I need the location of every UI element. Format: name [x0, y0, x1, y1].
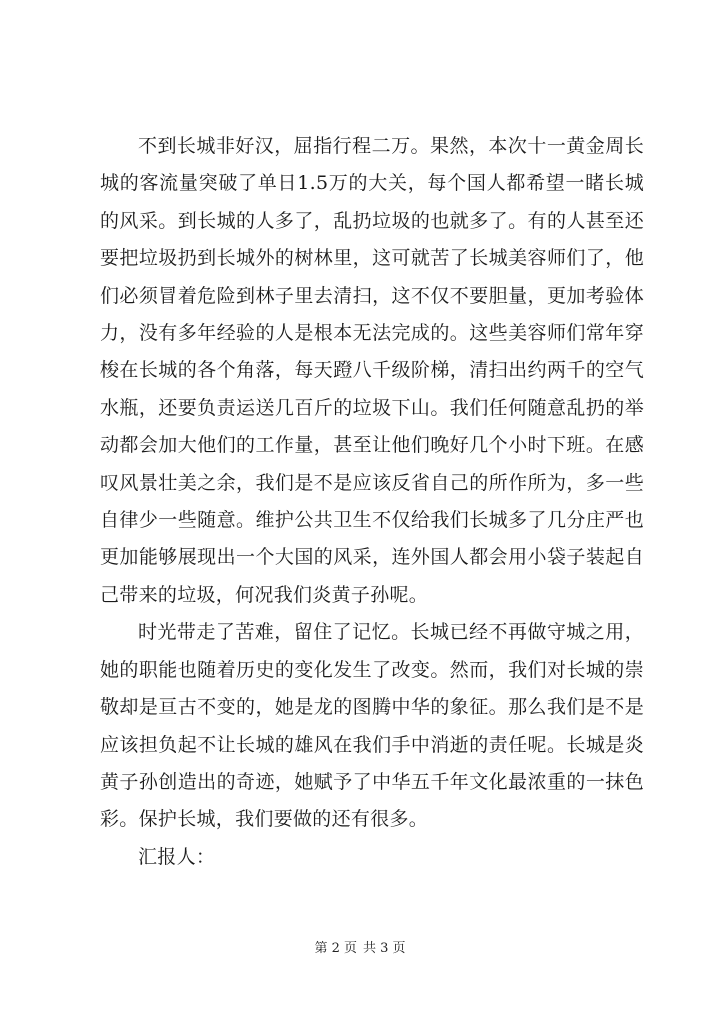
paragraph-protect-great-wall: 时光带走了苦难，留住了记忆。长城已经不再做守城之用，她的职能也随着历史的变化发生了改变。然而，我们对长城的崇敬却是亘古不变的，她是龙的图腾中华的象征。那么我们是不是应该担负起不让长城的雄风在我们手中消逝的责任呢。长城是炎黄子孙创造出的奇迹，她赋予了中华五千年文化最浓重的一抹色彩。保护长城，我们要做的还有很多。 [100, 621, 644, 831]
document-body [100, 128, 644, 876]
page-total: 共 3 页 [363, 941, 406, 956]
page-number: 第 2 页 [314, 941, 357, 956]
paragraph-litter-on-great-wall: 不到长城非好汉，屈指行程二万。果然，本次十一黄金周长城的客流量突破了单日1.5万的大关，每个国人都希望一睹长城的风采。到长城的人多了，乱扔垃圾的也就多了。有的人甚至还要把垃圾扔到长城外的树林里，这可就苦了长城美容师们了，他们必须冒着危险到林子里去清扫，这不仅不要胆量，更加考验体力，没有多年经验的人是根本无法完成的。这些美容师们常年穿梭在长城的各个角落，每天蹬八千级阶梯，清扫出约两千的空气水瓶，还要负责运送几百斤的垃圾下山。我们任何随意乱扔的举动都会加大他们的工作量，甚至让他们晚好几个小时下班。在感叹风景壮美之余，我们是不是应该反省自己的所作所为，多一些自律少一些随意。维护公共卫生不仅给我们长城多了几分庄严也更加能够展现出一个大国的风采，连外国人都会用小袋子装起自己带来的垃圾，何况我们炎黄子孙呢。 [100, 135, 644, 606]
page-footer [0, 940, 720, 958]
paragraph-reporter: 汇报人： [138, 845, 216, 868]
